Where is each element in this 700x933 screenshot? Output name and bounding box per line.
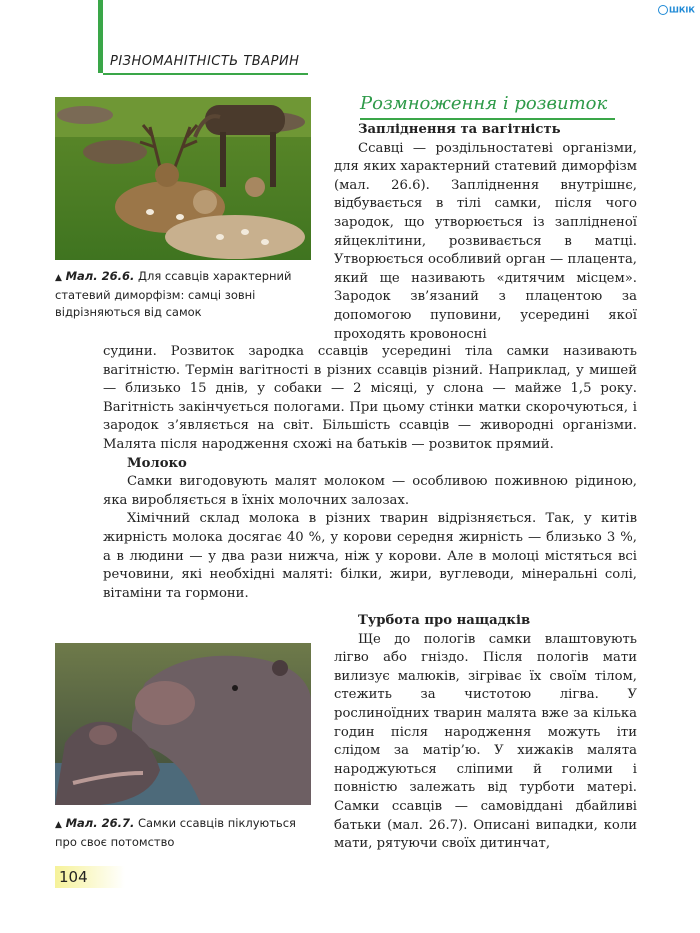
subheading-care: Турбота про нащадків — [358, 613, 531, 628]
figure-caption-text: Для ссавців характерний статевий диморфізм: самці зовні відрізняються від самок — [55, 269, 292, 319]
header-underline — [103, 73, 308, 75]
header-accent-bar — [98, 0, 103, 73]
paragraph: Ссавці — роздільностатеві організми, для яких характерний статевий диморфізм (мал. 26.6). Запліднення внутрішнє, відбувається в тілі самки, після чого зародок, що утворюється із заплідненої яйцеклітини, розвивається в матці. Утворюється особливий орган — плацента, який ще називають «дитячим місцем». Зародок зв’язаний з плацентою за допомогою пуповини, усередині якої проходять кровоносні — [334, 140, 637, 342]
chapter-title: РІЗНОМАНІТНІСТЬ ТВАРИН — [110, 54, 300, 69]
paragraph: Ще до пологів самки влаштовують лігво або гніздо. Після пологів мати вилизує малюків, зігріває їх своїм тілом, стежить за чистотою лігва. У рослиноїдних тварин малята вже за кілька годин після народження можуть іти слідом за матір’ю. У хижаків малята народжуються сліпими й голими і повністю залежать від турботи матері. Самки ссавців — самовіддані дбайливі батьки (мал. 26.7). Описані випадки, коли мати, рятуючи своїх дитинчат, — [334, 631, 637, 852]
section-title-underline — [360, 118, 615, 120]
hippo-photo — [55, 643, 311, 805]
figure-caption-text: Самки ссавців піклуються про своє потомство — [55, 816, 296, 849]
paragraph: Хімічний склад молока в різних тварин відрізняється. Так, у китів жирність молока досягає 40 %, у корови середня жирність — близько 3 %, а в людини — у два рази нижча, ніж у корови. Але в молоці містяться всі речовини, які необхідні маляті: білки, жири, вуглеводи, мінеральні солі, вітаміни та гормони. — [103, 511, 637, 601]
triangle-icon: ▲ — [55, 820, 62, 830]
triangle-icon: ▲ — [55, 273, 62, 283]
subheading-milk: Молоко — [127, 455, 187, 471]
figure-number: Мал. 26.6. — [65, 269, 135, 283]
logo-icon — [658, 5, 668, 15]
publisher-logo — [658, 5, 695, 15]
subheading-fertilization: Запліднення та вагітність — [358, 122, 561, 137]
figure-number: Мал. 26.7. — [65, 816, 135, 830]
text-block-right-top — [334, 121, 637, 344]
figure-caption-26-6 — [55, 268, 317, 321]
text-block-full-width — [103, 343, 637, 603]
page-number: 104 — [59, 868, 88, 886]
logo-text: ШКІК — [669, 5, 695, 15]
paragraph: судини. Розвиток зародка ссавців усередині тіла самки називають вагітністю. Термін вагітності в різних ссавців різний. Наприклад, у мишей — близько 15 днів, у собаки — 2 місяці, у слона — майже 1,5 року. Вагітність закінчується пологами. При цьому стінки матки скорочуються, і зародок з’являється на світ. Більшість ссавців — живородні організми. Малята після народження схожі на батьків — розвиток прямий. — [103, 344, 637, 452]
deer-photo — [55, 97, 311, 260]
figure-caption-26-7 — [55, 815, 317, 851]
section-title: Розмноження і розвиток — [360, 93, 608, 114]
text-block-right-bottom — [334, 612, 637, 854]
page-number-badge — [55, 866, 125, 888]
paragraph: Самки вигодовують малят молоком — особливою поживною рідиною, яка виробляється в їхніх молочних залозах. — [103, 474, 637, 508]
